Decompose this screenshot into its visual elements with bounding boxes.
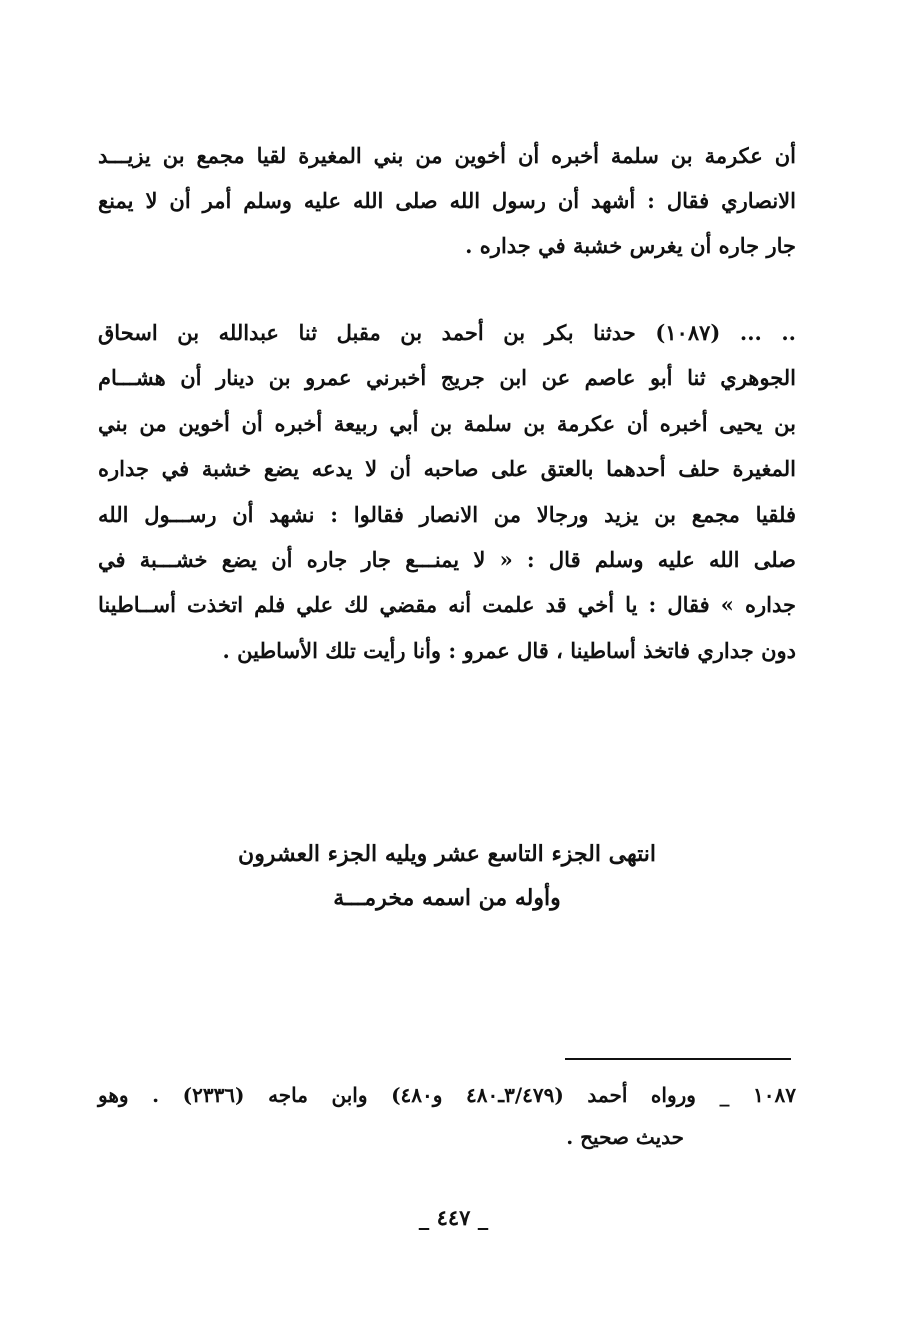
text-line: دون جداري فاتخذ أساطينا ، قال عمرو : وأنا رأيت تلك الأساطين . — [222, 637, 796, 663]
text-line: بن يحيى أخبره أن عكرمة بن سلمة بن أبي ربيعة أخبره أن أخوين من بني — [98, 410, 796, 436]
footnote — [98, 1074, 796, 1158]
text-line: جداره » فقال : يا أخي قد علمت أنه مقضي لك علي فلم اتخذت أســاطينا — [98, 592, 796, 618]
text-line: .. ... (١٠٨٧) حدثنا بكر بن أحمد بن مقبل ثنا عبدالله بن اسحاق — [98, 320, 796, 345]
text-line: فلقيا مجمع بن يزيد ورجالا من الانصار فقالوا : نشهد أن رســـول الله — [98, 501, 796, 527]
text-line: الانصاري فقال : أشهد أن رسول الله صلى الله عليه وسلم أمر أن لا يمنع — [98, 188, 796, 213]
text-line: المغيرة حلف أحدهما بالعتق على صاحبه أن لا يدعه يضع خشبة في جداره — [98, 456, 796, 482]
volume-closing-note — [98, 832, 796, 920]
text-line: جار جاره أن يغرس خشبة في جداره . — [465, 233, 796, 258]
footnote-line: ١٠٨٧ _ ورواه أحمد (٣/٤٧٩ـ٤٨٠ و٤٨٠) وابن ماجه (٢٣٣٦) . وهو — [98, 1083, 797, 1107]
footnote-line: حديث صحيح . — [566, 1125, 684, 1149]
closing-line-1: انتهى الجزء التاسع عشر ويليه الجزء العشرون — [238, 841, 656, 867]
paragraph-continuation — [98, 133, 796, 268]
footnote-divider — [565, 1058, 791, 1060]
hadith-1087-paragraph — [98, 310, 796, 673]
page-number: _ ٤٤٧ _ — [418, 1205, 489, 1230]
text-line: الجوهري ثنا أبو عاصم عن ابن جريج أخبرني عمرو بن دينار أن هشـــام — [98, 365, 796, 391]
text-line: صلى الله عليه وسلم قال : « لا يمنـــع جار جاره أن يضع خشـــبة في — [98, 546, 796, 572]
text-line: أن عكرمة بن سلمة أخبره أن أخوين من بني المغيرة لقيا مجمع بن يزيـــد — [98, 143, 796, 168]
closing-line-2: وأوله من اسمه مخرمـــة — [333, 885, 561, 911]
